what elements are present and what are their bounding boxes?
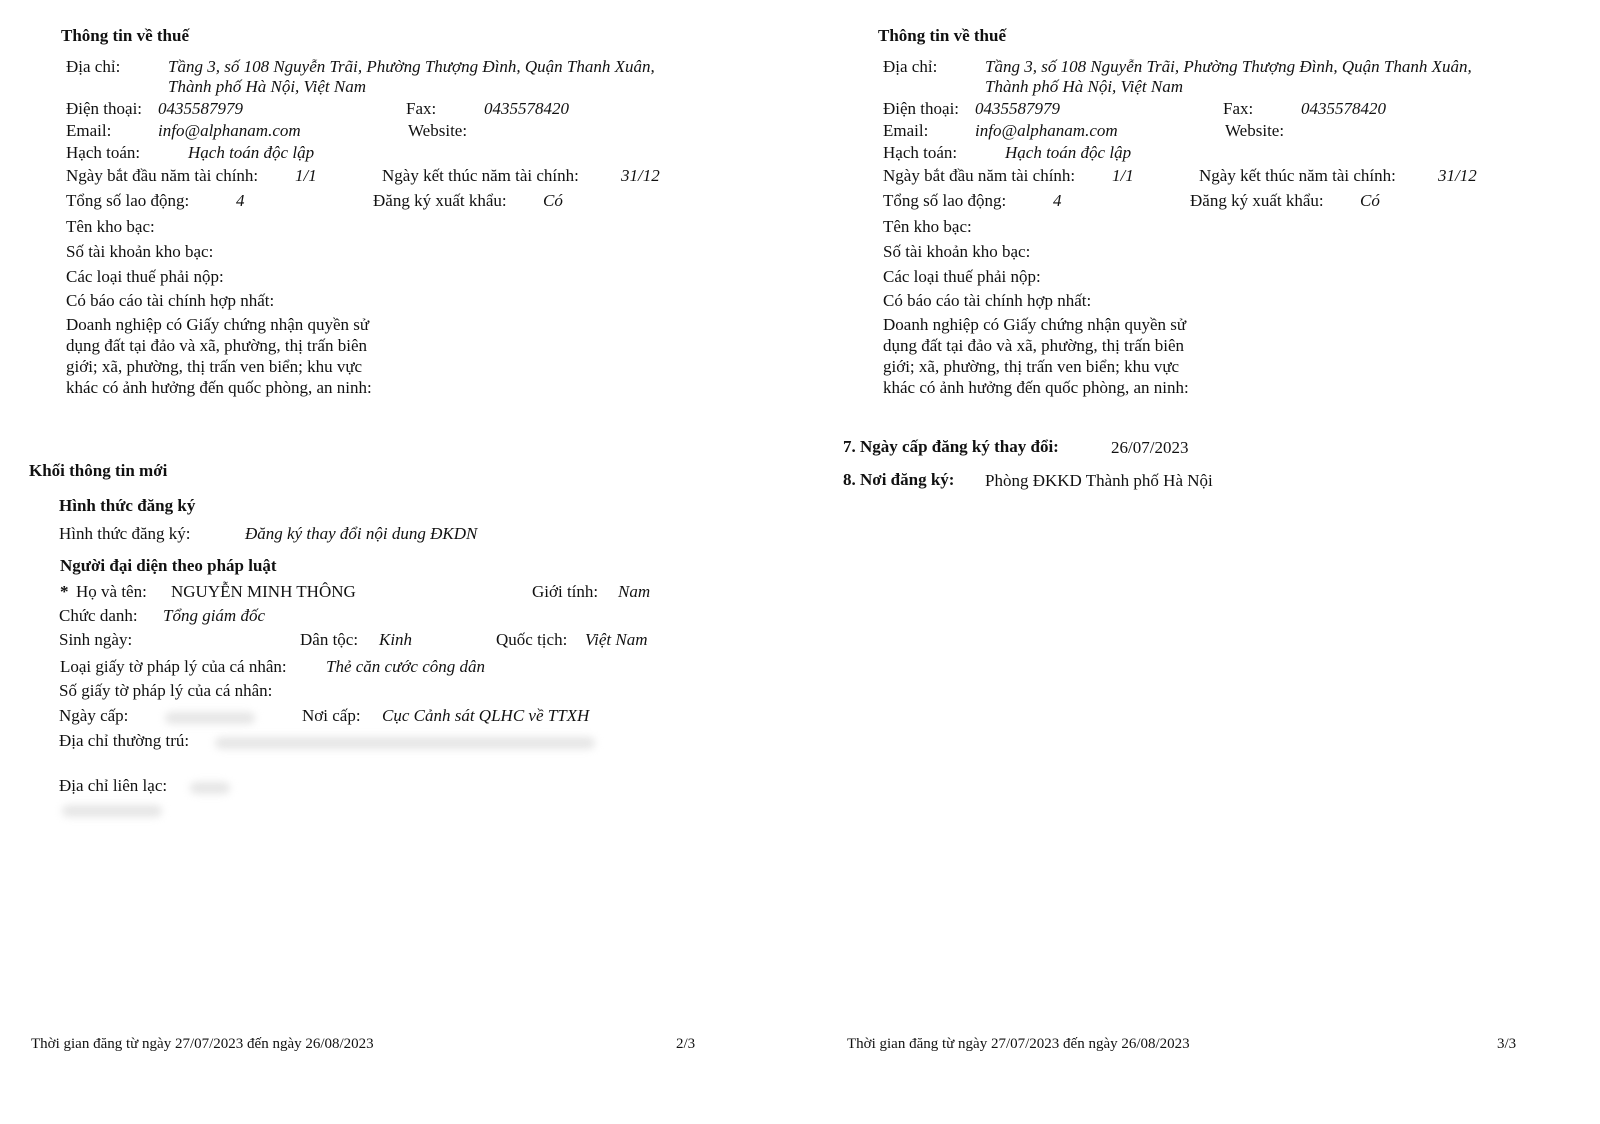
- dob-label: Sinh ngày:: [59, 630, 133, 649]
- phone-label: Điện thoại:: [883, 99, 960, 118]
- land-line-1: Doanh nghiệp có Giấy chứng nhận quyền sử: [883, 315, 1187, 334]
- fy-start-label: Ngày bắt đầu năm tài chính:: [883, 166, 1076, 185]
- footer-posting-period: Thời gian đăng từ ngày 27/07/2023 đến ngày 26/08/2023: [847, 1036, 1190, 1052]
- page-3: [800, 0, 1600, 1124]
- fax-label: Fax:: [1223, 99, 1254, 118]
- permanent-address-label: Địa chỉ thường trú:: [59, 731, 190, 750]
- export-value: Có: [543, 191, 563, 210]
- issue-place-value: Cục Cảnh sát QLHC về TTXH: [382, 706, 590, 725]
- email-value: info@alphanam.com: [975, 121, 1118, 140]
- fax-value: 0435578420: [484, 99, 569, 118]
- issue-place-label: Nơi cấp:: [302, 706, 361, 725]
- land-line-4: khác có ảnh hưởng đến quốc phòng, an ninh:: [883, 378, 1189, 397]
- change-date-value: 26/07/2023: [1111, 438, 1189, 457]
- fy-start-value: 1/1: [295, 166, 317, 185]
- id-type-value: Thẻ căn cước công dân: [326, 657, 486, 676]
- phone-value: 0435587979: [158, 99, 243, 118]
- phone-value: 0435587979: [975, 99, 1060, 118]
- change-date-label: 7. Ngày cấp đăng ký thay đổi:: [843, 437, 1059, 456]
- fy-start-value: 1/1: [1112, 166, 1134, 185]
- email-value: info@alphanam.com: [158, 121, 301, 140]
- accounting-label: Hạch toán:: [66, 143, 141, 162]
- address-line-2: Thành phố Hà Nội, Việt Nam: [985, 77, 1184, 96]
- reg-form-heading: Hình thức đăng ký: [59, 496, 196, 515]
- export-label: Đăng ký xuất khẩu:: [1190, 191, 1324, 210]
- required-star: *: [60, 582, 69, 601]
- reg-form-value: Đăng ký thay đổi nội dung ĐKDN: [245, 524, 478, 543]
- export-label: Đăng ký xuất khẩu:: [373, 191, 507, 210]
- workers-label: Tổng số lao động:: [66, 191, 190, 210]
- title-value: Tổng giám đốc: [163, 606, 265, 625]
- address-line-2: Thành phố Hà Nội, Việt Nam: [168, 77, 367, 96]
- website-label: Website:: [408, 121, 468, 140]
- fy-end-label: Ngày kết thúc năm tài chính:: [1199, 166, 1396, 185]
- issue-date-label: Ngày cấp:: [59, 706, 129, 725]
- address-line-1: Tầng 3, số 108 Nguyễn Trãi, Phường Thượng Đình, Quận Thanh Xuân,: [985, 57, 1472, 76]
- fy-end-label: Ngày kết thúc năm tài chính:: [382, 166, 579, 185]
- fy-end-value: 31/12: [621, 166, 660, 185]
- title-label: Chức danh:: [59, 606, 138, 625]
- nationality-value: Việt Nam: [585, 630, 648, 649]
- workers-value: 4: [1053, 191, 1062, 210]
- workers-label: Tổng số lao động:: [883, 191, 1007, 210]
- consolidated-label: Có báo cáo tài chính hợp nhất:: [66, 291, 275, 310]
- new-info-heading: Khối thông tin mới: [29, 461, 168, 480]
- email-label: Email:: [883, 121, 929, 140]
- treasury-label: Tên kho bạc:: [66, 217, 155, 236]
- id-number-label: Số giấy tờ pháp lý của cá nhân:: [59, 681, 273, 700]
- accounting-label: Hạch toán:: [883, 143, 958, 162]
- registration-office-value: Phòng ĐKKD Thành phố Hà Nội: [985, 471, 1213, 490]
- id-type-label: Loại giấy tờ pháp lý của cá nhân:: [60, 657, 287, 676]
- land-line-3: giới; xã, phường, thị trấn ven biển; khu vực: [883, 357, 1180, 376]
- treasury-account-label: Số tài khoản kho bạc:: [66, 242, 214, 261]
- reg-form-label: Hình thức đăng ký:: [59, 524, 191, 543]
- name-label: Họ và tên:: [76, 582, 147, 601]
- tax-info-heading: Thông tin về thuế: [878, 26, 1006, 45]
- email-label: Email:: [66, 121, 112, 140]
- ethnicity-label: Dân tộc:: [300, 630, 359, 649]
- tax-types-label: Các loại thuế phải nộp:: [66, 267, 224, 286]
- address-line-1: Tầng 3, số 108 Nguyễn Trãi, Phường Thượng Đình, Quận Thanh Xuân,: [168, 57, 655, 76]
- tax-info-heading: Thông tin về thuế: [61, 26, 189, 45]
- footer-page-number: 2/3: [676, 1036, 696, 1052]
- fy-end-value: 31/12: [1438, 166, 1477, 185]
- gender-value: Nam: [618, 582, 651, 601]
- land-line-2: dụng đất tại đảo và xã, phường, thị trấn biên: [883, 336, 1184, 355]
- export-value: Có: [1360, 191, 1380, 210]
- fax-label: Fax:: [406, 99, 437, 118]
- fy-start-label: Ngày bắt đầu năm tài chính:: [66, 166, 259, 185]
- land-line-3: giới; xã, phường, thị trấn ven biển; khu vực: [66, 357, 363, 376]
- website-label: Website:: [1225, 121, 1285, 140]
- accounting-value: Hạch toán độc lập: [1005, 143, 1132, 162]
- treasury-label: Tên kho bạc:: [883, 217, 972, 236]
- ethnicity-value: Kinh: [379, 630, 413, 649]
- land-line-4: khác có ảnh hưởng đến quốc phòng, an ninh:: [66, 378, 372, 397]
- registration-office-label: 8. Nơi đăng ký:: [843, 470, 955, 489]
- name-value: NGUYỄN MINH THÔNG: [171, 582, 356, 601]
- workers-value: 4: [236, 191, 245, 210]
- tax-types-label: Các loại thuế phải nộp:: [883, 267, 1041, 286]
- redacted-contact-address-2: [62, 805, 162, 817]
- treasury-account-label: Số tài khoản kho bạc:: [883, 242, 1031, 261]
- consolidated-label: Có báo cáo tài chính hợp nhất:: [883, 291, 1092, 310]
- legal-rep-heading: Người đại diện theo pháp luật: [60, 556, 277, 575]
- gender-label: Giới tính:: [532, 582, 599, 601]
- accounting-value: Hạch toán độc lập: [188, 143, 315, 162]
- redacted-permanent-address: [215, 737, 595, 749]
- phone-label: Điện thoại:: [66, 99, 143, 118]
- redacted-issue-date: [165, 712, 255, 724]
- fax-value: 0435578420: [1301, 99, 1386, 118]
- land-line-1: Doanh nghiệp có Giấy chứng nhận quyền sử: [66, 315, 370, 334]
- footer-posting-period: Thời gian đăng từ ngày 27/07/2023 đến ngày 26/08/2023: [31, 1036, 374, 1052]
- redacted-contact-address: [190, 782, 230, 794]
- footer-page-number: 3/3: [1497, 1036, 1517, 1052]
- land-line-2: dụng đất tại đảo và xã, phường, thị trấn biên: [66, 336, 367, 355]
- contact-address-label: Địa chỉ liên lạc:: [59, 776, 168, 795]
- address-label: Địa chỉ:: [66, 57, 121, 76]
- address-label: Địa chỉ:: [883, 57, 938, 76]
- nationality-label: Quốc tịch:: [496, 630, 568, 649]
